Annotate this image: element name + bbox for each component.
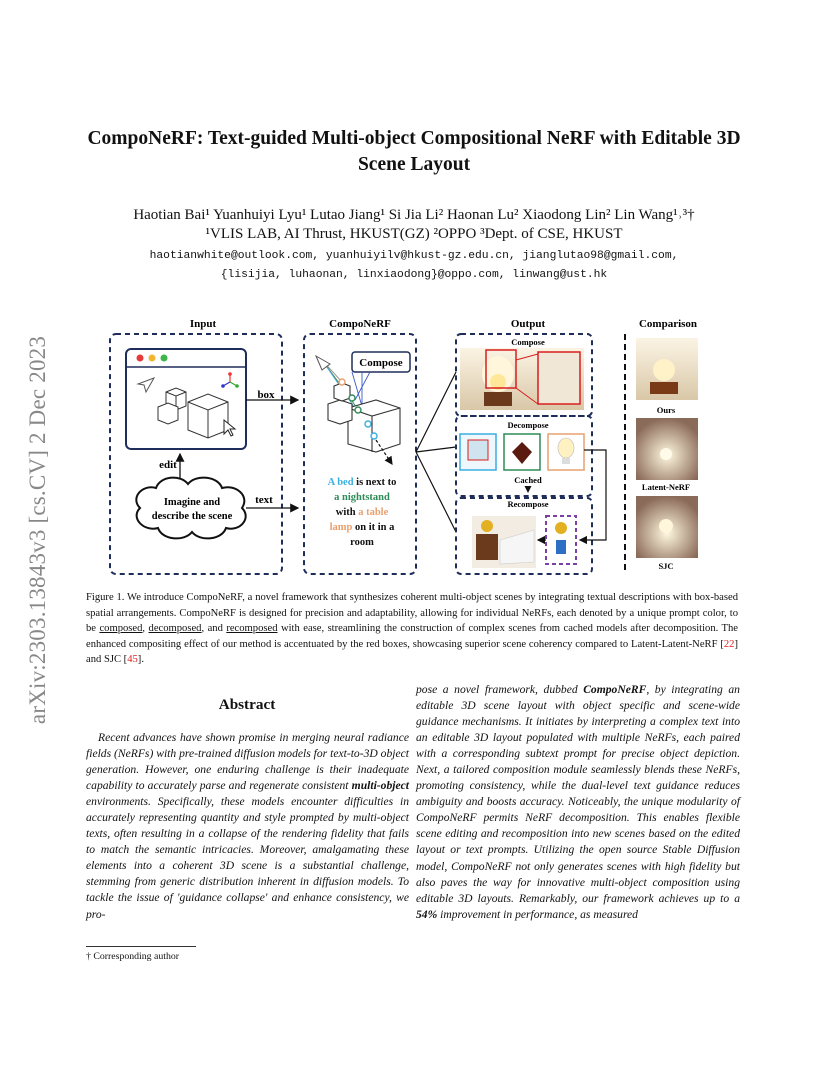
abstract-col2-text-c: improvement in performance, as measured [437, 907, 638, 921]
header-input: Input [189, 318, 217, 330]
abstract-col2-text-a: pose a novel framework, dubbed [416, 683, 584, 696]
arxiv-id: arXiv:2303.13843v3 [cs.CV] 2 Dec 2023 [25, 335, 50, 725]
abstract-col2-text-b: , by integrating an editable 3D scene layout with object specific and scene-wide guidance mechanisms. It initiates by interpreting a complex text into an editable 3D layout populated with multiple NeRFs, each paired with a corresponding subtext prompt for precise object depiction. Next, a tailored composition module seamlessly blends these NeRFs, promoting consistency, while the dual-level text guidance reduces ambiguity and boosts accuracy. Noticeably, the unique modularity of CompoNeRF permits NeRF decomposition. This enables flexible scene editing and recomposition into new scenes based on the edited layout or text prompts. Utilizing the open source Stable Diffusion model, CompoNeRF not only generates scenes with high fidelity but also paves the way for innovative multi-object composition using editable 3D layouts. Remarkably, our framework achieves up to a [416, 683, 740, 905]
cloud-text-line-1: Imagine and [163, 497, 221, 508]
header-componerf: CompoNeRF [329, 318, 391, 330]
prompt-lamp-a: a table [358, 507, 389, 518]
caption-sep-1: , [142, 623, 149, 635]
prompt-text-4: on it in a [352, 522, 395, 533]
email-block [60, 247, 768, 285]
edit-label: edit [159, 459, 177, 471]
figure-1 [100, 312, 720, 582]
paper-title [70, 126, 758, 178]
citation-link-45[interactable]: 45 [127, 654, 138, 666]
citation-link-22[interactable]: 22 [723, 638, 735, 650]
thought-cloud [136, 478, 245, 539]
authors-line: Haotian Bai¹ Yuanhuiyi Lyu¹ Lutao Jiang¹ Si Jia Li² Haonan Lu² Xiaodong Lin² Lin Wang¹˒³† [133, 207, 695, 223]
prompt-room: room [350, 537, 374, 548]
caption-recomposed: recomposed [226, 623, 278, 635]
box-label: box [257, 389, 275, 401]
prompt-line-4 [330, 522, 396, 533]
ours-label: Ours [656, 405, 676, 415]
caption-part-1: Figure 1. We introduce CompoNeRF, a novel framework that synthesizes coherent multi-object scenes by integrating textual descriptions with box-based spatial arrangements. CompoNeRF is designed for precision and adaptability, allowing for individual NeRFs, each denoted by a unique prompt color, to be [86, 592, 738, 635]
caption-part-2: with ease, streamlining the construction of complex scenes from cached models after decomposition. The enhanced compositing effect of our method is accentuated by the red boxes, showcasing superior scene coherency compared to Latent-Latent-NeRF [ [86, 623, 738, 650]
affiliations-line: ¹VLIS LAB, AI Thrust, HKUST(GZ) ²OPPO ³Dept. of CSE, HKUST [205, 226, 623, 242]
window-maximize-icon [161, 355, 168, 362]
prompt-line-3 [336, 507, 389, 518]
text-label: text [255, 494, 273, 506]
caption-decomposed: decomposed [148, 623, 202, 635]
prompt-text-3: with [335, 507, 359, 518]
title-line-2: Scene Layout [357, 154, 471, 175]
cloud-text-line-2: describe the scene [151, 511, 233, 522]
decompose-output-label: Decompose [507, 420, 549, 430]
header-comparison: Comparison [638, 318, 698, 330]
sjc-label: SJC [658, 561, 674, 571]
abstract-col1-bold: multi-object [351, 779, 409, 793]
abstract-col1-text-a: Recent advances have shown promise in merging neural radiance fields (NeRFs) with pre-trained diffusion models for text-to-3D object generation. However, one enduring challenge is their inadequate capability to accurately parse and regenerate consistent [86, 731, 409, 793]
arxiv-sidebar-stamp [18, 290, 58, 770]
footnote: † Corresponding author [86, 951, 180, 962]
caption-sep-2: , and [201, 623, 227, 635]
figure-caption [86, 590, 738, 668]
caption-composed: composed [99, 623, 143, 635]
title-line-1: CompoNeRF: Text-guided Multi-object Compositional NeRF with Editable 3D [87, 128, 741, 149]
compose-zoom-box-2 [538, 352, 580, 404]
abstract-heading: Abstract [218, 696, 276, 713]
caption-part-3: ] and SJC [ [86, 638, 738, 666]
emails-line-2: {lisijia, luhaonan, linxiaodong}@oppo.com, linwang@ust.hk [220, 269, 608, 281]
cached-label: Cached [514, 475, 542, 485]
prompt-line-1 [328, 477, 397, 488]
compose-button-label: Compose [359, 357, 403, 369]
window-close-icon [137, 355, 144, 362]
recompose-output-label: Recompose [507, 499, 549, 509]
abstract-col1-text-b: environments. Specifically, these models encounter difficulties in accurately representing quantity and style prompted by multi-object texts, often resulting in a collapse of the rendering fidelity that fails to match the semantic intricacies. Moreover, amalgamating these elements into a coherent 3D scene is a substantial challenge, stemming from generic distribution inherent in diffusion models. To tackle the issue of 'guidance collapse' and enhance consistency, we pro- [86, 795, 409, 921]
emails-line-1: haotianwhite@outlook.com, yuanhuiyilv@hkust-gz.edu.cn, jianglutao98@gmail.com, [149, 250, 679, 262]
output-fan-lines [416, 372, 456, 532]
abstract-column-2 [416, 682, 740, 923]
author-block [60, 206, 768, 244]
prompt-nightstand: a nightstand [334, 492, 390, 503]
compose-output-label: Compose [511, 337, 545, 347]
abstract-col2-bold: CompoNeRF [583, 683, 647, 696]
abstract-column-1 [86, 730, 409, 923]
footnote-rule [86, 946, 196, 947]
caption-part-4: ]. [137, 654, 144, 666]
latent-nerf-label: Latent-NeRF [641, 482, 691, 492]
abstract-col2-percent: 54% [416, 907, 438, 921]
window-minimize-icon [149, 355, 156, 362]
prompt-bed: A bed [327, 477, 354, 488]
scene-boxes [328, 383, 400, 452]
header-output: Output [510, 318, 546, 330]
prompt-lamp-b: lamp [329, 522, 353, 533]
prompt-text-1: is next to [353, 477, 397, 488]
